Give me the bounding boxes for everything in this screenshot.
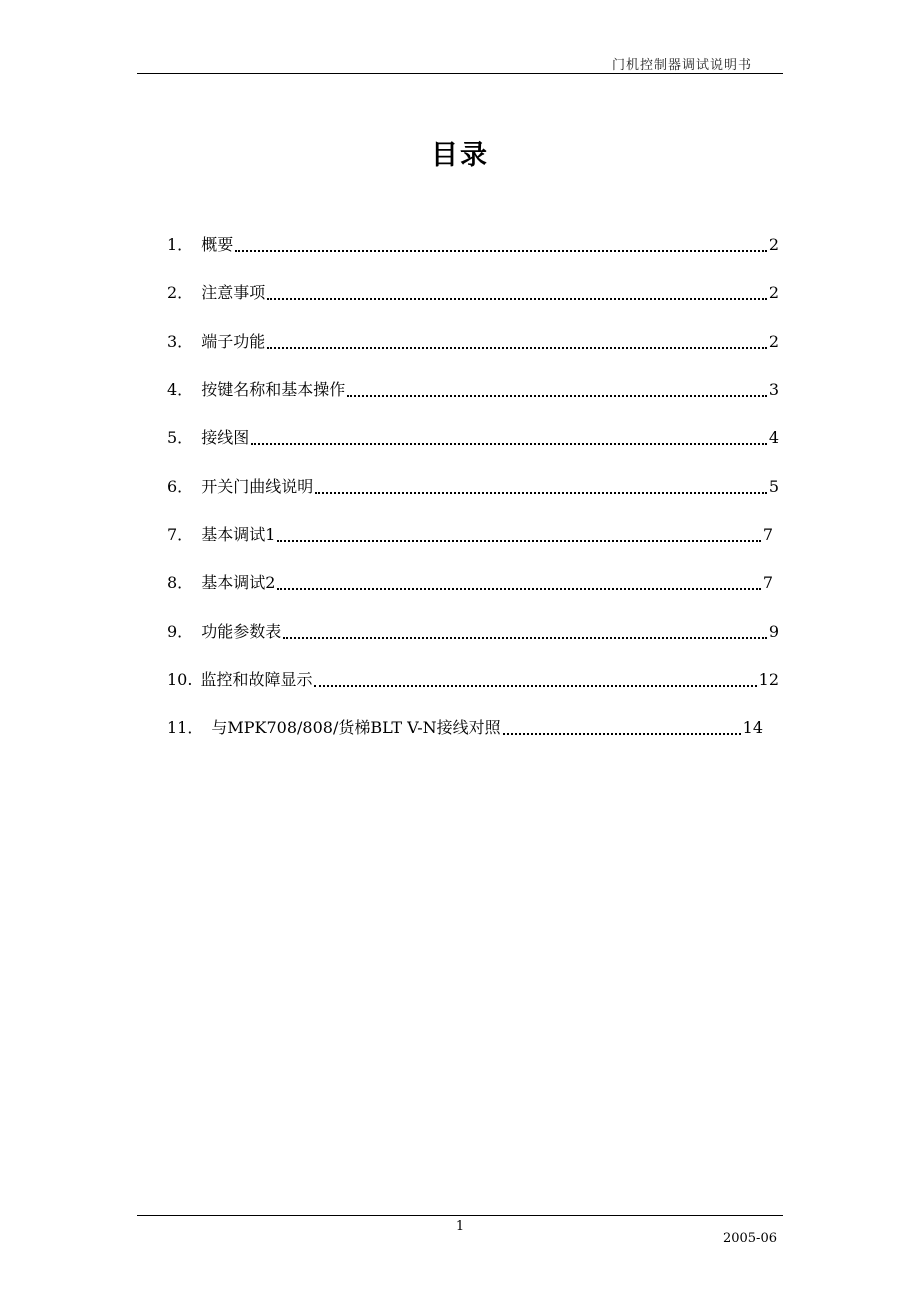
toc-leader (277, 539, 760, 542)
toc-leader (315, 491, 767, 494)
toc-number: 3． (167, 332, 194, 351)
toc-leader (277, 587, 760, 590)
toc-page: 2 (768, 332, 779, 351)
toc-label: 概要 (201, 235, 234, 254)
toc-leader (235, 249, 767, 252)
toc-number: 8． (167, 573, 194, 592)
toc-page: 12 (758, 670, 779, 689)
toc-leader (283, 636, 767, 639)
page-number: 1 (455, 1219, 465, 1234)
toc-leader (314, 684, 756, 687)
toc-entry[interactable] (167, 375, 779, 405)
toc-leader (267, 346, 767, 349)
toc-entry[interactable] (167, 520, 773, 550)
toc-number: 7． (167, 525, 194, 544)
toc-page: 14 (742, 718, 763, 737)
toc-number: 11． (167, 718, 204, 737)
header-rule (137, 73, 783, 74)
toc-number: 6． (167, 477, 194, 496)
toc-entry[interactable] (167, 472, 779, 502)
toc-number: 9． (167, 622, 194, 641)
toc-page: 3 (768, 380, 779, 399)
toc-entry[interactable] (167, 327, 779, 357)
toc-label: 功能参数表 (201, 622, 282, 641)
toc-page: 5 (768, 477, 779, 496)
toc-label: 接线图 (201, 428, 250, 447)
toc-entry[interactable] (167, 423, 779, 453)
toc-label: 与MPK708/808/货梯BLT V-N接线对照 (211, 718, 501, 737)
toc-entry[interactable] (167, 665, 779, 695)
toc-entry[interactable] (167, 278, 779, 308)
toc-leader (267, 297, 767, 300)
toc-label: 基本调试1 (201, 525, 276, 544)
toc-entry[interactable] (167, 713, 763, 743)
toc-label: 注意事项 (201, 283, 266, 302)
toc-number: 5． (167, 428, 194, 447)
toc-page: 9 (768, 622, 779, 641)
footer-rule (137, 1215, 783, 1216)
toc-label: 按键名称和基本操作 (201, 380, 346, 399)
toc-page: 7 (762, 573, 773, 592)
toc-leader (503, 732, 741, 735)
toc-number: 10. (167, 670, 193, 689)
toc-number: 4． (167, 380, 194, 399)
toc-page: 2 (768, 235, 779, 254)
toc-label: 开关门曲线说明 (201, 477, 314, 496)
toc-entry[interactable] (167, 230, 779, 260)
running-header: 门机控制器调试说明书 (611, 58, 752, 73)
toc-label: 端子功能 (201, 332, 266, 351)
toc-page: 4 (768, 428, 779, 447)
toc-number: 2． (167, 283, 194, 302)
toc-leader (347, 394, 767, 397)
footer-date: 2005-06 (722, 1231, 777, 1246)
toc-number: 1． (167, 235, 194, 254)
toc-entry[interactable] (167, 617, 779, 647)
toc-label: 基本调试2 (201, 573, 276, 592)
toc-label: 监控和故障显示 (200, 670, 313, 689)
toc-leader (251, 442, 767, 445)
page-title: 目录 (431, 140, 489, 171)
toc-entry[interactable] (167, 568, 773, 598)
toc-page: 7 (762, 525, 773, 544)
toc-page: 2 (768, 283, 779, 302)
